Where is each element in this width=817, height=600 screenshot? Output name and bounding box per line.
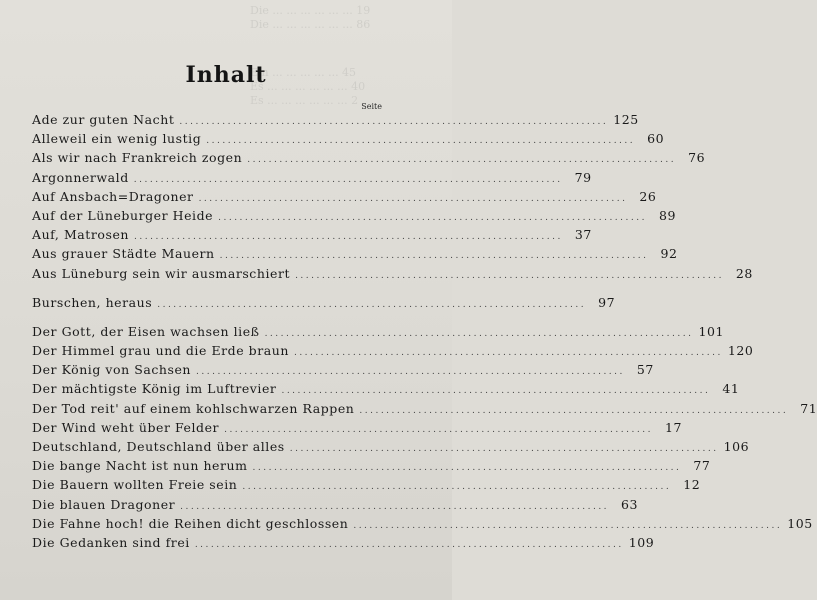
- toc-entry: [32, 419, 682, 439]
- dot-leader: ................................................................................: [134, 232, 563, 243]
- toc-entry: [32, 439, 750, 458]
- toc-entry: [32, 343, 754, 362]
- toc-entry-page: 41: [722, 381, 740, 397]
- toc-entry-title: Deutschland, Deutschland über alles: [32, 439, 285, 454]
- show-through-text: Die ... ... ... ... ... ... 19 Die ... ... ... ... ... ... 86 Ein ... ... ... ... ... 45 Es ... ... ... ... ... ... 40 Es ... ... ... ... ... ... 2: [250, 4, 371, 107]
- dot-leader: ................................................................................: [289, 444, 719, 454]
- toc-entry-page: 60: [647, 131, 665, 147]
- toc-entry-page: 71: [800, 400, 817, 416]
- toc-entry-page: 89: [658, 207, 676, 223]
- toc-entry-page: 109: [628, 534, 655, 550]
- toc-entry: [32, 131, 665, 150]
- toc-entry-title: Die bange Nacht ist nun herum: [32, 458, 248, 474]
- toc-entry-page: 77: [693, 458, 711, 474]
- dot-leader: ................................................................................: [242, 482, 672, 493]
- group-gap: [32, 314, 392, 324]
- dot-leader: ................................................................................: [180, 501, 610, 512]
- toc-entry: [32, 458, 711, 477]
- toc-entry-title: Die Gedanken sind frei: [32, 534, 190, 550]
- dot-leader: ................................................................................: [293, 348, 723, 359]
- toc-entry-title: Argonnerwald: [32, 169, 129, 185]
- toc-entry-page: 97: [598, 294, 616, 310]
- toc-entry-title: Der mächtigste König im Luftrevier: [32, 381, 277, 397]
- toc-entry-title: Aus Lüneburg sein wir ausmarschiert: [32, 265, 291, 281]
- toc-entry: [32, 323, 724, 343]
- toc-entry-title: Der Gott, der Eisen wachsen ließ: [32, 323, 260, 339]
- dot-leader: ................................................................................: [133, 174, 563, 185]
- dot-leader: ................................................................................: [157, 299, 587, 310]
- dot-leader: ................................................................................: [198, 193, 628, 204]
- page-column-label: Seite: [361, 102, 382, 111]
- dot-leader: ................................................................................: [179, 117, 609, 127]
- toc-entry: [32, 477, 701, 496]
- toc-entry-page: 79: [574, 169, 592, 185]
- dot-leader: ................................................................................: [295, 270, 724, 281]
- toc-entry: [32, 381, 740, 400]
- toc-entry-title: Auf, Matrosen: [32, 227, 129, 243]
- toc-entry: [32, 207, 676, 227]
- toc-entry: [32, 496, 639, 516]
- page-title: Inhalt: [185, 62, 267, 88]
- toc-entry-title: Als wir nach Frankreich zogen: [32, 150, 243, 166]
- toc-entry-title: Der König von Sachsen: [32, 362, 192, 378]
- dot-leader: ................................................................................: [281, 386, 711, 397]
- toc-entry-title: Die blauen Dragoner: [32, 496, 176, 512]
- toc-entry-title: Auf Ansbach=Dragoner: [32, 188, 194, 204]
- dot-leader: ................................................................................: [264, 328, 694, 339]
- toc-entry: [32, 515, 813, 535]
- toc-entry: [32, 188, 657, 208]
- dot-leader: ................................................................................: [218, 212, 647, 223]
- dot-leader: ................................................................................: [252, 463, 682, 474]
- toc-entry-page: 101: [698, 323, 724, 339]
- toc-entry-page: 63: [621, 496, 639, 512]
- toc-entry-title: Burschen, heraus: [32, 294, 153, 310]
- toc-entry: [32, 169, 592, 189]
- toc-entry-page: 92: [660, 246, 678, 262]
- toc-entry-title: Alleweil ein wenig lustig: [32, 131, 202, 147]
- toc-entry-page: 37: [574, 227, 592, 243]
- toc-entry-title: Der Wind weht über Felder: [32, 419, 220, 435]
- toc-entry-title: Der Himmel grau und die Erde braun: [32, 343, 289, 359]
- dot-leader: ................................................................................: [359, 405, 789, 416]
- toc-entry: [32, 362, 654, 381]
- toc-entry-page: 106: [723, 439, 750, 454]
- dot-leader: ................................................................................: [219, 251, 649, 262]
- toc-entry-title: Ade zur guten Nacht: [32, 112, 175, 127]
- toc-entry-page: 57: [636, 362, 654, 378]
- toc-entry: [32, 265, 753, 285]
- dot-leader: ................................................................................: [206, 136, 636, 147]
- toc-entry: [32, 534, 655, 554]
- toc-entry: [32, 112, 639, 131]
- toc-entry-title: Die Bauern wollten Freie sein: [32, 477, 238, 493]
- toc-entry: [32, 150, 706, 169]
- dot-leader: ................................................................................: [353, 520, 783, 531]
- toc-entry-page: 17: [664, 419, 682, 435]
- toc-entry-page: 12: [683, 477, 701, 493]
- toc-entry: [32, 294, 616, 314]
- toc-entry-page: 125: [613, 112, 639, 127]
- toc-entry-page: 120: [727, 343, 754, 359]
- dot-leader: ................................................................................: [196, 367, 625, 378]
- toc-entry-page: 105: [787, 515, 813, 531]
- toc-entry: [32, 400, 817, 420]
- table-of-contents: [32, 112, 817, 554]
- group-gap: [32, 285, 392, 295]
- toc-entry-title: Auf der Lüneburger Heide: [32, 207, 214, 223]
- toc-entry-page: 76: [688, 150, 706, 166]
- toc-entry-title: Aus grauer Städte Mauern: [32, 246, 215, 262]
- toc-entry-title: Die Fahne hoch! die Reihen dicht geschlossen: [32, 515, 349, 531]
- toc-entry: [32, 246, 678, 265]
- toc-entry-page: 28: [735, 265, 753, 281]
- dot-leader: ................................................................................: [194, 539, 624, 550]
- toc-entry: [32, 227, 592, 246]
- toc-entry-title: Der Tod reit' auf einem kohlschwarzen Rappen: [32, 400, 355, 416]
- toc-entry-page: 26: [639, 188, 657, 204]
- dot-leader: ................................................................................: [224, 424, 653, 435]
- dot-leader: ................................................................................: [247, 155, 677, 166]
